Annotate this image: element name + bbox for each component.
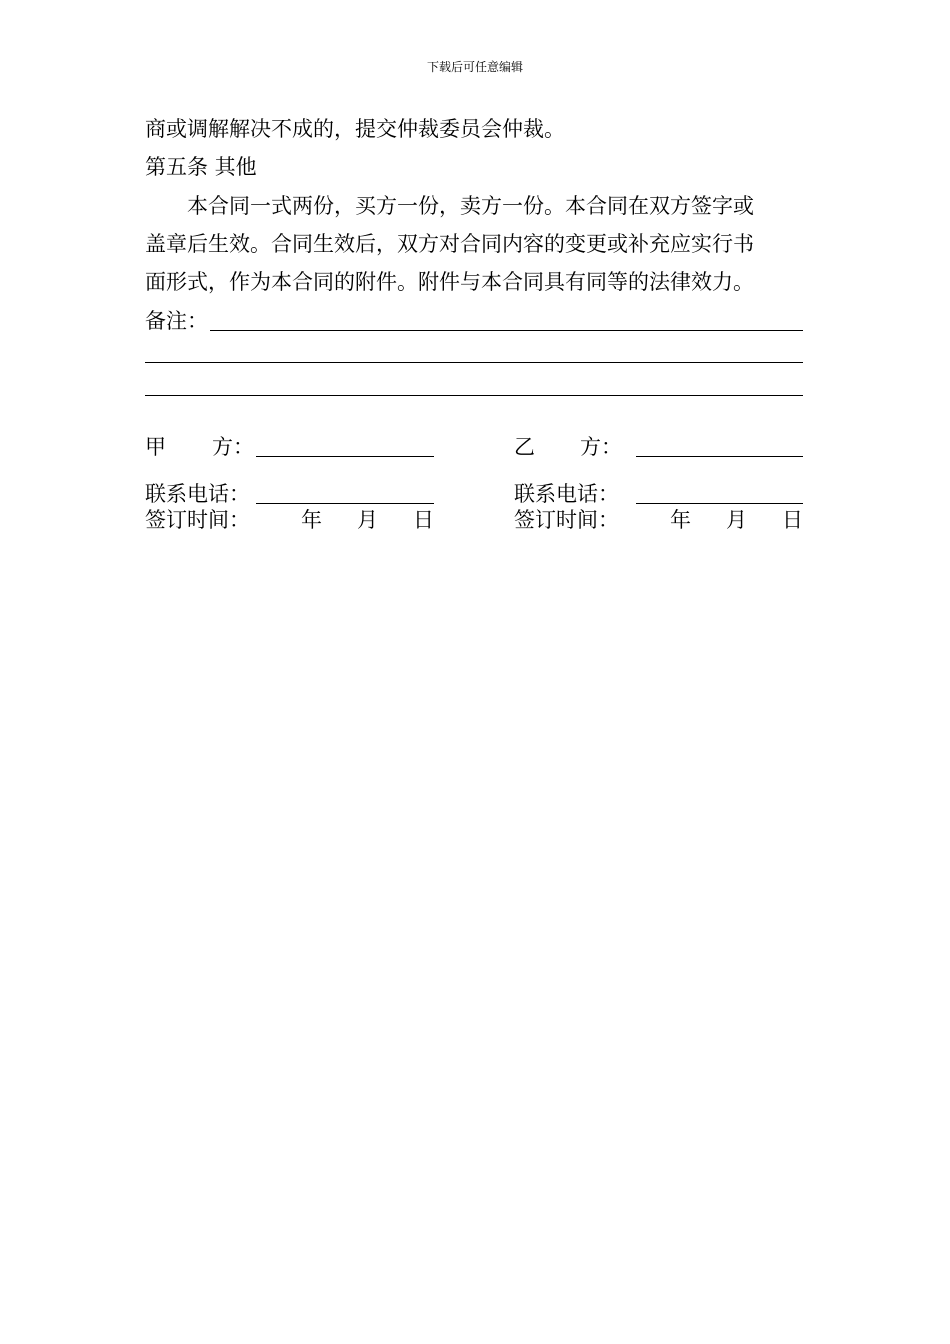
party-b-phone-label: 联系电话： — [514, 482, 619, 506]
party-b-day: 日 — [782, 508, 803, 532]
party-b-label-char: 乙 — [514, 435, 535, 459]
paragraph-line-1: 本合同一式两份，买方一份，卖方一份。本合同在双方签字或 — [187, 194, 754, 218]
party-a-day: 日 — [413, 508, 434, 532]
paragraph-line-2: 盖章后生效。合同生效后，双方对合同内容的变更或补充应实行书 — [145, 232, 754, 256]
party-a-label-suffix: 方： — [212, 435, 254, 459]
remark-line-1[interactable] — [210, 330, 803, 331]
clause-continuation: 商或调解解决不成的，提交仲裁委员会仲裁。 — [145, 117, 565, 141]
party-b-date-label: 签订时间： — [514, 508, 619, 532]
party-a-signature-line[interactable] — [256, 456, 434, 457]
remark-line-3[interactable] — [145, 395, 803, 396]
party-a-year: 年 — [301, 508, 322, 532]
party-a-label-char: 甲 — [145, 435, 166, 459]
party-b-year: 年 — [670, 508, 691, 532]
remark-label: 备注： — [145, 309, 208, 333]
paragraph-line-3: 面形式，作为本合同的附件。附件与本合同具有同等的法律效力。 — [145, 270, 754, 294]
party-b-label-suffix: 方： — [580, 435, 622, 459]
remark-line-2[interactable] — [145, 362, 803, 363]
party-a-date-label: 签订时间： — [145, 508, 250, 532]
article-5-title: 第五条 其他 — [145, 155, 257, 179]
party-b-phone-line[interactable] — [636, 503, 803, 504]
page-header: 下载后可任意编辑 — [426, 60, 523, 74]
party-b-signature-line[interactable] — [636, 456, 803, 457]
party-b-month: 月 — [726, 508, 747, 532]
party-a-phone-label: 联系电话： — [145, 482, 250, 506]
party-a-month: 月 — [357, 508, 378, 532]
party-a-phone-line[interactable] — [256, 503, 434, 504]
